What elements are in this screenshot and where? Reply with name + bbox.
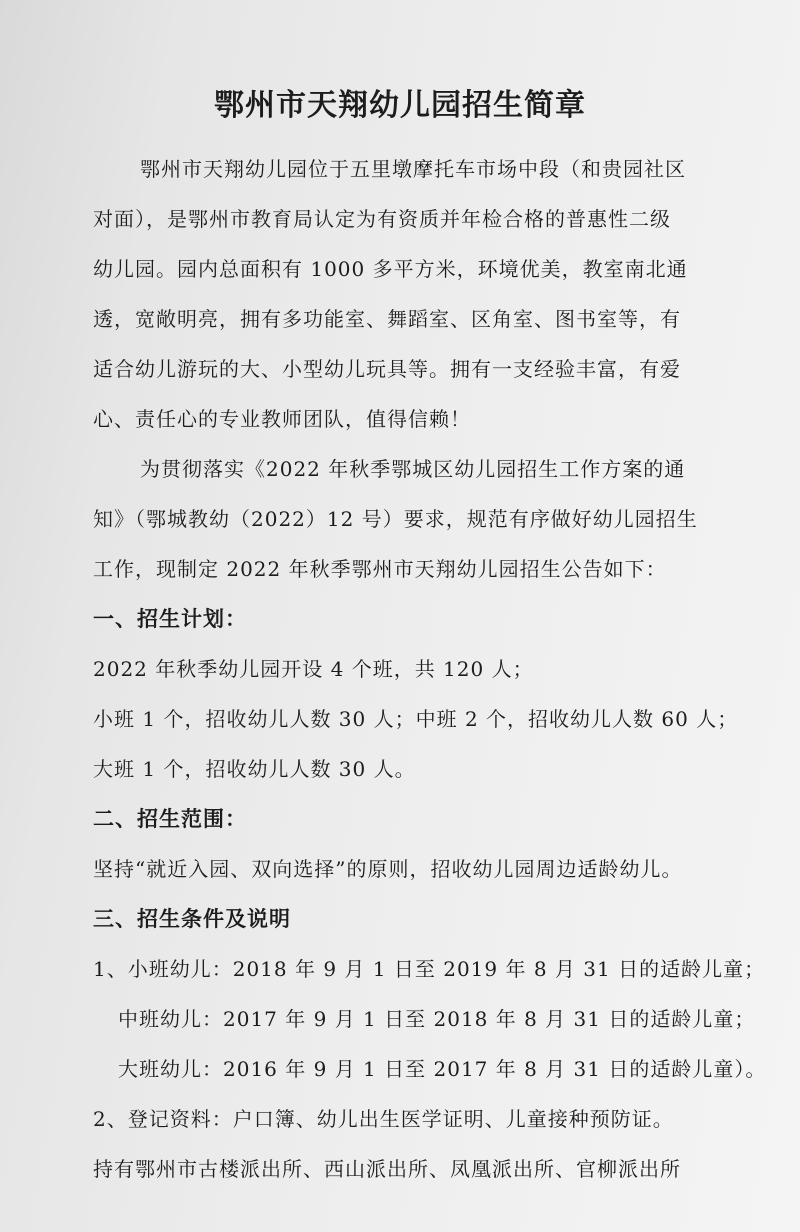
plan-line: 大班 1 个，招收幼儿人数 30 人。 bbox=[93, 757, 416, 781]
policy-line: 工作，现制定 2022 年秋季鄂州市天翔幼儿园招生公告如下： bbox=[93, 557, 667, 581]
conditions-line: 1、小班幼儿：2018 年 9 月 1 日至 2019 年 8 月 31 日的适龄儿童； bbox=[93, 957, 766, 981]
conditions-line: 大班幼儿：2016 年 9 月 1 日至 2017 年 8 月 31 日的适龄儿童）。 bbox=[118, 1057, 767, 1081]
intro-line: 透，宽敞明亮，拥有多功能室、舞蹈室、区角室、图书室等，有 bbox=[93, 307, 681, 331]
plan-line: 2022 年秋季幼儿园开设 4 个班，共 120 人； bbox=[93, 657, 534, 681]
intro-line: 心、责任心的专业教师团队，值得信赖！ bbox=[93, 407, 471, 431]
section-heading-scope: 二、招生范围： bbox=[93, 807, 247, 831]
conditions-line: 中班幼儿：2017 年 9 月 1 日至 2018 年 8 月 31 日的适龄儿童； bbox=[118, 1007, 756, 1031]
section-heading-conditions: 三、招生条件及说明 bbox=[93, 907, 291, 931]
plan-line: 小班 1 个，招收幼儿人数 30 人；中班 2 个，招收幼儿人数 60 人； bbox=[93, 707, 739, 731]
section-heading-plan: 一、招生计划： bbox=[93, 607, 247, 631]
conditions-line: 持有鄂州市古楼派出所、西山派出所、凤凰派出所、官柳派出所 bbox=[93, 1157, 681, 1181]
intro-line: 适合幼儿游玩的大、小型幼儿玩具等。拥有一支经验丰富，有爱 bbox=[93, 357, 681, 381]
scope-line: 坚持“就近入园、双向选择”的原则，招收幼儿园周边适龄幼儿。 bbox=[93, 857, 683, 881]
intro-line: 幼儿园。园内总面积有 1000 多平方米，环境优美，教室南北通 bbox=[93, 257, 688, 281]
document-title: 鄂州市天翔幼儿园招生简章 bbox=[214, 88, 586, 123]
conditions-line: 2、登记资料：户口簿、幼儿出生医学证明、儿童接种预防证。 bbox=[93, 1107, 674, 1131]
policy-line: 知》（鄂城教幼（2022）12 号）要求，规范有序做好幼儿园招生 bbox=[93, 507, 698, 531]
intro-line: 对面），是鄂州市教育局认定为有资质并年检合格的普惠性二级 bbox=[93, 207, 671, 231]
intro-line: 鄂州市天翔幼儿园位于五里墩摩托车市场中段（和贵园社区 bbox=[140, 157, 686, 181]
policy-line: 为贯彻落实《2022 年秋季鄂城区幼儿园招生工作方案的通 bbox=[140, 457, 686, 481]
